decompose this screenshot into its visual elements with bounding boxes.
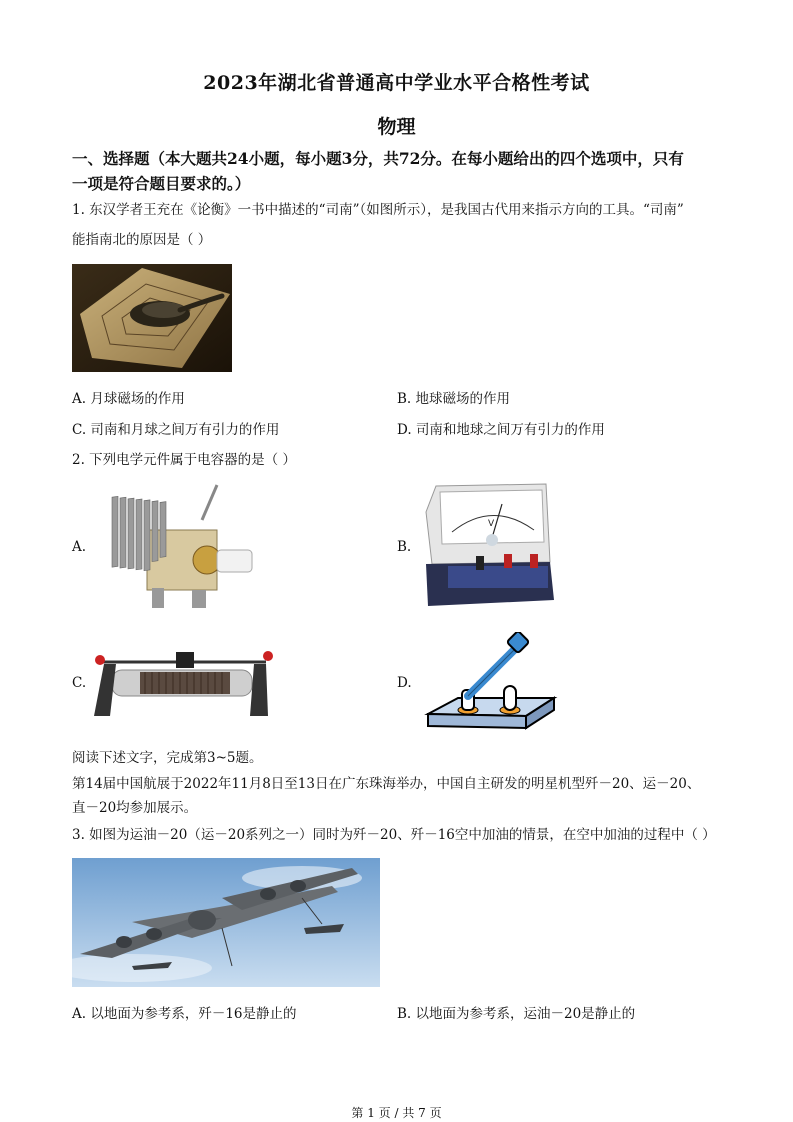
section-heading-line-2: 一项是符合题目要求的。） bbox=[72, 174, 251, 193]
section-heading-line-1: 一、选择题（本大题共24小题，每小题3分，共72分。在每小题给出的四个选项中，只有 bbox=[72, 149, 684, 168]
q2-stem: 2. 下列电学元件属于电容器的是（ ） bbox=[72, 452, 296, 468]
page-footer: 第 1 页 / 共 7 页 bbox=[351, 1106, 442, 1120]
aerial-refueling-image bbox=[72, 858, 380, 987]
q2-label-d: D. bbox=[397, 675, 412, 691]
svg-text:V: V bbox=[488, 519, 495, 529]
q1-stem-line-1: 1. 东汉学者王充在《论衡》一书中描述的“司南”（如图所示），是我国古代用来指示方向的工具。“司南” bbox=[72, 202, 684, 218]
q1-option-a: A. 月球磁场的作用 bbox=[72, 391, 185, 407]
section-heading bbox=[72, 146, 732, 196]
q3-option-a: A. 以地面为参考系，歼－16是静止的 bbox=[72, 1006, 297, 1022]
variable-capacitor-image bbox=[92, 480, 262, 612]
rheostat-image bbox=[90, 644, 276, 718]
reading-intro: 阅读下述文字，完成第3~5题。 bbox=[72, 750, 263, 766]
q1-stem-line-2: 能指南北的原因是（ ） bbox=[72, 232, 212, 248]
q3-option-b: B. 以地面为参考系，运油－20是静止的 bbox=[397, 1006, 636, 1022]
voltmeter-image bbox=[418, 482, 556, 610]
exam-title: 2023年湖北省普通高中学业水平合格性考试 bbox=[203, 72, 590, 94]
q2-label-b: B. bbox=[397, 539, 412, 555]
sinan-compass-image bbox=[72, 264, 232, 372]
reading-paragraph-line-2: 直－20均参加展示。 bbox=[72, 800, 198, 816]
reading-paragraph-line-1: 第14届中国航展于2022年11月8日至13日在广东珠海举办，中国自主研发的明星机型歼－20、运－20、 bbox=[72, 776, 701, 792]
q3-stem: 3. 如图为运油－20（运－20系列之一）同时为歼－20、歼－16空中加油的情景，在空中加油的过程中（ ） bbox=[72, 827, 716, 843]
q1-option-d: D. 司南和地球之间万有引力的作用 bbox=[397, 422, 605, 438]
q2-label-a: A. bbox=[72, 539, 87, 555]
q1-option-b: B. 地球磁场的作用 bbox=[397, 391, 511, 407]
q1-option-c: C. 司南和月球之间万有引力的作用 bbox=[72, 422, 280, 438]
q2-label-c: C. bbox=[72, 675, 87, 691]
knife-switch-image bbox=[424, 632, 558, 732]
subject-title: 物理 bbox=[377, 116, 416, 138]
